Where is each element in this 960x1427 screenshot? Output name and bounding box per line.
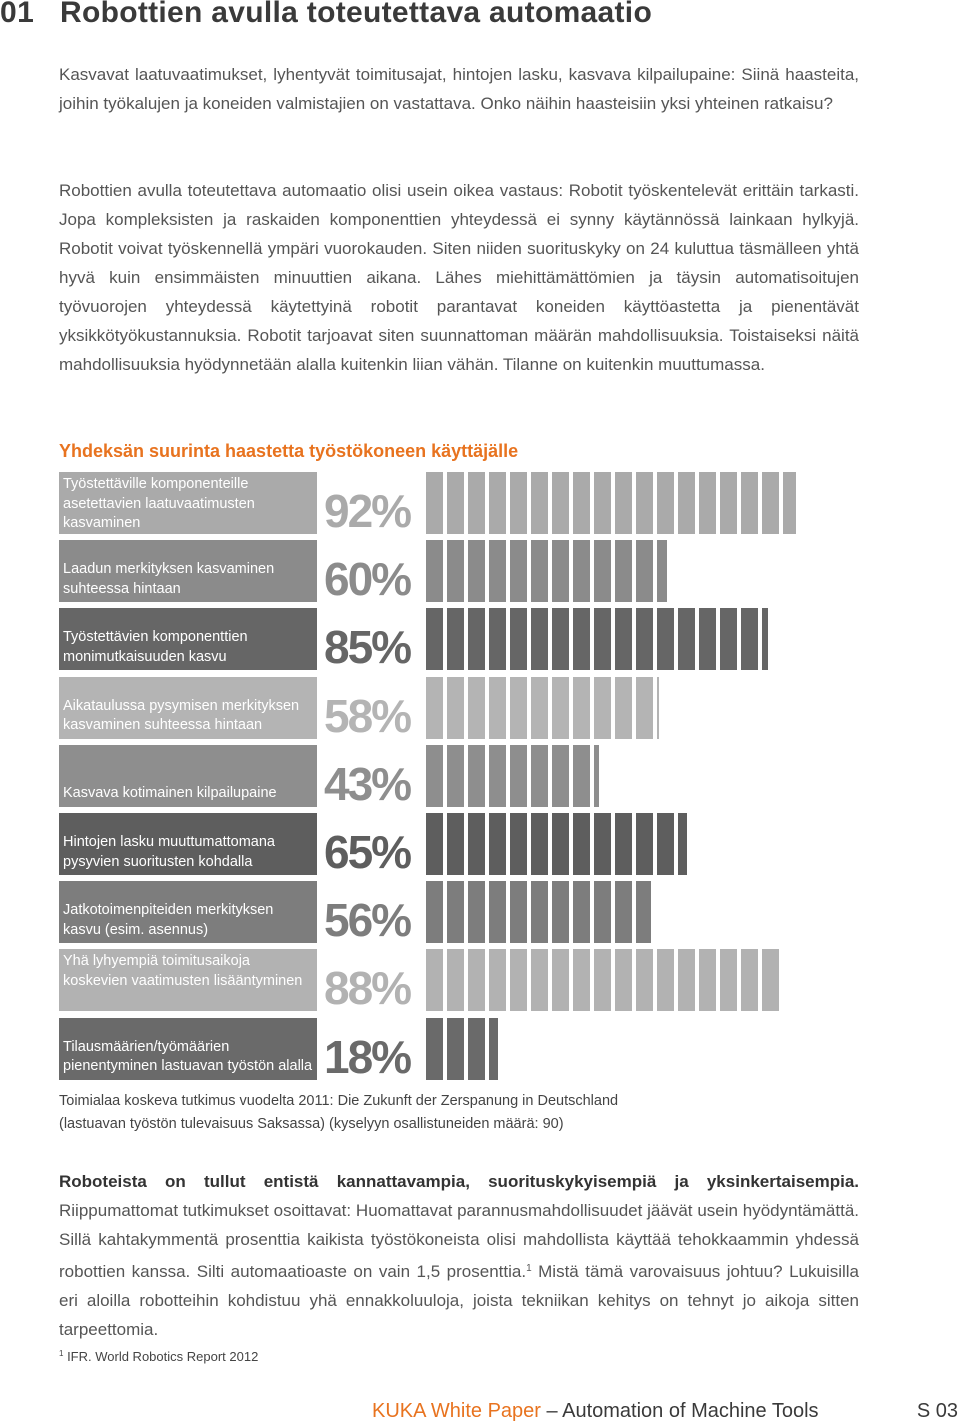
bar-segment xyxy=(552,677,569,739)
bar-segment xyxy=(531,677,548,739)
bar-segment xyxy=(657,608,674,670)
bar-segment xyxy=(573,813,590,875)
category-label xyxy=(59,677,317,739)
conclusion-text-1: Riippumattomat tutkimukset osoittavat: Huomattavat parannusmahdollisuudet jäävät usein hyödyntämättä. Sillä kahtakymmentä prosenttia kaikista työstökoneista olisi mahdollista käyttää tehokkaammin yhdessä robottien kanssa. Silti automaatioaste on vain 1,5 prosenttia. xyxy=(59,1201,859,1281)
bar-segment xyxy=(447,813,464,875)
category-label-text: Työstettäville komponenteille asetettavien laatuvaatimusten kasvaminen xyxy=(63,476,255,531)
footnote xyxy=(59,1349,258,1364)
bar-segment xyxy=(741,472,758,534)
bar-segment xyxy=(447,608,464,670)
bar-segment xyxy=(447,472,464,534)
bar-segment xyxy=(636,472,653,534)
bar-group xyxy=(426,813,687,875)
bar-segment xyxy=(594,472,611,534)
bar-segment xyxy=(552,745,569,807)
bar-segment xyxy=(489,677,506,739)
category-label xyxy=(59,472,317,534)
chart-row xyxy=(0,472,960,537)
bar-segment xyxy=(552,813,569,875)
category-label-text: Tilausmäärien/työmäärien pienentyminen lastuavan työstön alalla xyxy=(63,1038,313,1075)
bar-segment xyxy=(657,472,674,534)
chart-row xyxy=(0,949,960,1015)
bar-segment xyxy=(678,472,695,534)
bar-segment xyxy=(510,472,527,534)
page-title: Robottien avulla toteutettava automaatio xyxy=(60,0,653,29)
page-number: S 03 xyxy=(916,1400,958,1422)
category-label-text: Hintojen lasku muuttumattomana pysyvien suoritusten kohdalla xyxy=(63,834,275,870)
bar-segment xyxy=(699,608,716,670)
chart-row xyxy=(0,745,960,810)
bar-segment xyxy=(699,472,716,534)
chart-row xyxy=(0,677,960,742)
bar-segment xyxy=(489,608,506,670)
bar-segment xyxy=(489,745,506,807)
bar-segment xyxy=(615,949,632,1011)
bar-segment xyxy=(426,540,443,602)
bar-segment xyxy=(573,881,590,943)
bar-segment xyxy=(552,881,569,943)
footnote-reference: 1 xyxy=(526,1263,532,1274)
value-label: 88% xyxy=(324,962,411,1015)
footnote-mark: 1 xyxy=(59,1349,64,1358)
bar-segment xyxy=(468,472,485,534)
bar-group xyxy=(426,472,796,534)
bar-segment xyxy=(615,472,632,534)
bar-segment xyxy=(531,540,548,602)
value-label: 58% xyxy=(324,689,411,742)
chart-source xyxy=(59,1090,618,1136)
bar-segment xyxy=(699,949,716,1011)
bar-segment xyxy=(636,677,653,739)
bar-segment xyxy=(531,472,548,534)
bar-segment xyxy=(657,540,667,602)
bar-segment xyxy=(468,881,485,943)
footnote-text: IFR. World Robotics Report 2012 xyxy=(63,1349,259,1364)
conclusion-paragraph xyxy=(59,1167,859,1344)
bar-segment xyxy=(426,949,443,1011)
category-label xyxy=(59,949,317,1011)
category-label xyxy=(59,881,317,943)
bar-segment xyxy=(615,540,632,602)
bar-segment xyxy=(426,881,443,943)
bar-segment xyxy=(489,881,506,943)
value-label: 92% xyxy=(324,485,411,537)
bar-segment xyxy=(468,1018,485,1080)
bar-segment xyxy=(510,949,527,1011)
bar-segment xyxy=(573,745,590,807)
page-heading xyxy=(0,0,960,36)
value-label: 60% xyxy=(324,553,411,606)
bar-segment xyxy=(678,949,695,1011)
bar-segment xyxy=(489,540,506,602)
bar-segment xyxy=(510,540,527,602)
body-paragraph: Robottien avulla toteutettava automaatio olisi usein oikea vastaus: Robotit työskentelevät erittäin tarkasti. Jopa kompleksisten ja raskaiden komponenttien yhteydessä ei synny käytännössä lainkaan hylkyjä. Robotit voivat työskennellä ympäri vuorokauden. Siten niiden suorituskyky on 24 kuluttua täsmälleen yhtä hyvä kuin ensimmäisten minuuttien aikana. Lähes miehittämättömien ja täysin automatisoitujen työvuorojen yhteydessä käytettyinä robotit parantavat koneiden käyttöastetta ja pienentävät yksikkötyökustannuksia. Robotit tarjoavat siten suunnattoman määrän mahdollisuuksia. Toistaiseksi näitä mahdollisuuksia hyödynnetään alalla kuitenkin liian vähän. Tilanne on kuitenkin muuttumassa. xyxy=(59,181,859,374)
bar-segment xyxy=(552,949,569,1011)
bar-segment xyxy=(636,540,653,602)
bar-segment xyxy=(510,813,527,875)
bar-segment xyxy=(447,677,464,739)
bar-segment xyxy=(594,881,611,943)
bar-segment xyxy=(531,949,548,1011)
bar-segment xyxy=(657,949,674,1011)
category-label xyxy=(59,608,317,670)
bar-segment xyxy=(468,540,485,602)
bar-segment xyxy=(762,608,768,670)
bar-segment xyxy=(426,472,443,534)
bar-segment xyxy=(783,472,796,534)
bar-segment xyxy=(531,881,548,943)
bar-segment xyxy=(489,949,506,1011)
category-label xyxy=(59,813,317,875)
bar-segment xyxy=(594,608,611,670)
value-label: 85% xyxy=(324,621,411,674)
bar-segment xyxy=(636,881,651,943)
conclusion-lead: Roboteista on tullut entistä kannattavampia, suorituskykyisempiä ja yksinkertaisempia. xyxy=(59,1172,859,1191)
bar-segment xyxy=(510,677,527,739)
bar-segment xyxy=(468,813,485,875)
category-label xyxy=(59,540,317,602)
bar-segment xyxy=(678,813,687,875)
bar-segment xyxy=(678,608,695,670)
bar-segment xyxy=(573,677,590,739)
section-number: 01 xyxy=(0,0,35,29)
intro-paragraph: Kasvavat laatuvaatimukset, lyhentyvät toimitusajat, hintojen lasku, kasvava kilpailupaine: Siinä haasteita, joihin työkalujen ja koneiden valmistajien on vastattava. Onko näihin haasteisiin yksi yhteinen ratkaisu? xyxy=(59,65,859,113)
chart-row xyxy=(0,540,960,606)
bar-segment xyxy=(615,813,632,875)
bar-group xyxy=(426,540,667,602)
category-label-text: Kasvava kotimainen kilpailupaine xyxy=(63,785,277,802)
chart-title: Yhdeksän suurinta haastetta työstökoneen käyttäjälle xyxy=(59,441,519,461)
chart-row xyxy=(0,608,960,674)
bar-segment xyxy=(426,677,443,739)
bar-segment xyxy=(615,608,632,670)
bar-segment xyxy=(468,608,485,670)
chart-row xyxy=(0,1018,960,1083)
bar-segment xyxy=(552,608,569,670)
category-label-text: Jatkotoimenpiteiden merkityksen kasvu (esim. asennus) xyxy=(63,902,274,938)
footer-title: – Automation of Machine Tools xyxy=(540,1400,819,1422)
source-line-2: (lastuavan työstön tulevaisuus Saksassa) (kyselyyn osallistuneiden määrä: 90) xyxy=(59,1116,564,1132)
value-label: 43% xyxy=(324,757,411,810)
bar-segment xyxy=(657,813,674,875)
bar-segment xyxy=(531,608,548,670)
bar-segment xyxy=(573,949,590,1011)
category-label xyxy=(59,1018,317,1080)
bar-segment xyxy=(720,472,737,534)
bar-segment xyxy=(447,881,464,943)
bar-group xyxy=(426,608,768,670)
bar-segment xyxy=(594,949,611,1011)
bar-segment xyxy=(762,949,779,1011)
footer-brand: KUKA White Paper xyxy=(372,1400,541,1422)
bar-segment xyxy=(426,1018,443,1080)
bar-segment xyxy=(510,881,527,943)
bar-segment xyxy=(531,813,548,875)
bar-segment xyxy=(468,745,485,807)
bar-segment xyxy=(720,608,737,670)
bar-segment xyxy=(573,608,590,670)
bar-group xyxy=(426,949,780,1011)
bar-segment xyxy=(447,540,464,602)
bar-segment xyxy=(447,745,464,807)
bar-segment xyxy=(594,813,611,875)
category-label-text: Laadun merkityksen kasvaminen suhteessa hintaan xyxy=(63,561,275,597)
bar-segment xyxy=(636,608,653,670)
page-footer xyxy=(372,1400,819,1423)
bar-segment xyxy=(594,677,611,739)
bar-segment xyxy=(552,472,569,534)
bar-segment xyxy=(426,745,443,807)
bar-segment xyxy=(426,813,443,875)
bar-segment xyxy=(447,949,464,1011)
bar-segment xyxy=(426,608,443,670)
category-label-text: Työstettävien komponenttien monimutkaisuuden kasvu xyxy=(63,629,248,665)
bar-segment xyxy=(615,881,632,943)
bar-group xyxy=(426,1018,498,1080)
bar-segment xyxy=(573,472,590,534)
source-line-1: Toimialaa koskeva tutkimus vuodelta 2011: Die Zukunft der Zerspanung in Deutschland xyxy=(59,1093,619,1109)
chart-row xyxy=(0,813,960,878)
bar-segment xyxy=(741,608,758,670)
bar-segment xyxy=(657,677,659,739)
bar-segment xyxy=(489,813,506,875)
bar-segment xyxy=(762,472,779,534)
bar-segment xyxy=(741,949,758,1011)
bar-segment xyxy=(594,745,599,807)
bar-group xyxy=(426,677,659,739)
chart-row xyxy=(0,881,960,947)
category-label xyxy=(59,745,317,807)
bar-segment xyxy=(573,540,590,602)
bar-segment xyxy=(531,745,548,807)
category-label-text: Aikataulussa pysymisen merkityksen kasvaminen suhteessa hintaan xyxy=(63,697,300,734)
bar-segment xyxy=(468,677,485,739)
challenges-chart xyxy=(0,472,960,1087)
bar-segment xyxy=(636,949,653,1011)
bar-segment xyxy=(447,1018,464,1080)
bar-segment xyxy=(510,745,527,807)
bar-segment xyxy=(615,677,632,739)
bar-segment xyxy=(594,540,611,602)
conclusion-text-2: Mistä tämä varovaisuus johtuu? Lukuisilla eri aloilla robotteihin kohdistuu yhä ennakkoluuloja, joista tekniikan kehitys on tehnyt jo aikoja sitten tarpeettomia. xyxy=(59,1262,859,1339)
bar-segment xyxy=(636,813,653,875)
bar-segment xyxy=(720,949,737,1011)
category-label-text: Yhä lyhyempiä toimitusaikoja koskevien vaatimusten lisääntyminen xyxy=(63,953,303,989)
value-label: 56% xyxy=(324,894,411,947)
bar-segment xyxy=(489,1018,498,1080)
bar-segment xyxy=(510,608,527,670)
bar-group xyxy=(426,745,599,807)
bar-group xyxy=(426,881,651,943)
bar-segment xyxy=(489,472,506,534)
value-label: 18% xyxy=(324,1030,411,1083)
bar-segment xyxy=(552,540,569,602)
value-label: 65% xyxy=(324,826,411,878)
bar-segment xyxy=(468,949,485,1011)
